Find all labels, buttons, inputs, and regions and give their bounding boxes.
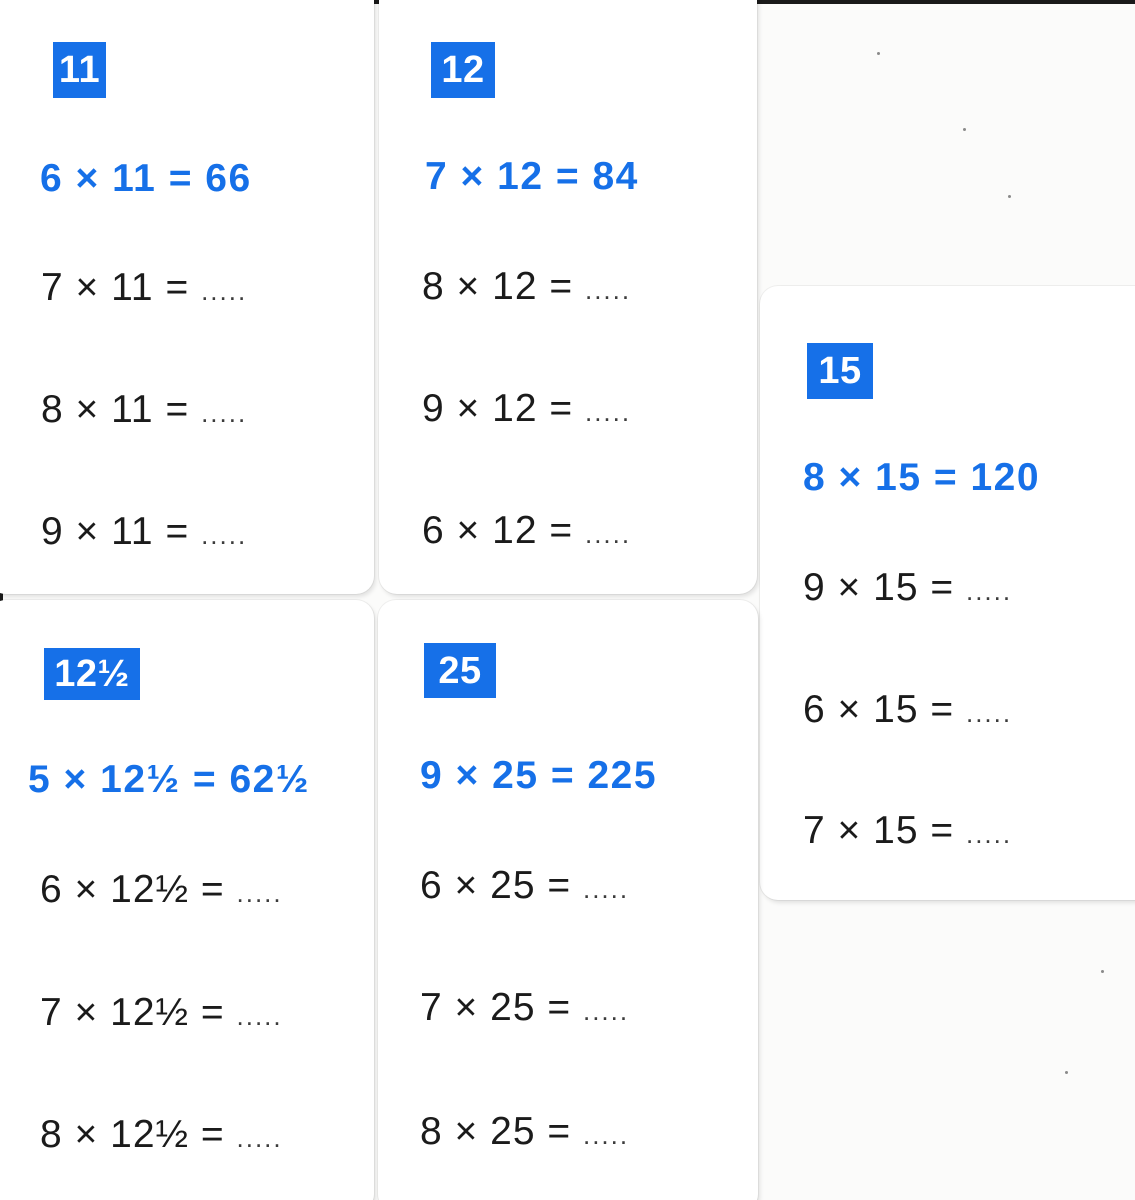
answer-blank: ..... xyxy=(201,398,248,428)
answer-blank: ..... xyxy=(965,819,1013,849)
exercise-text: 7 × 15 = xyxy=(803,809,955,852)
answer-blank: ..... xyxy=(236,1001,283,1031)
exercise-text: 7 × 11 = xyxy=(41,266,190,309)
card-exercise xyxy=(422,267,631,306)
flashcard-12-half xyxy=(0,600,374,1200)
card-exercise xyxy=(422,389,631,428)
answer-blank: ..... xyxy=(965,698,1013,728)
card-exercise xyxy=(41,268,247,307)
answer-blank: ..... xyxy=(582,1120,630,1150)
card-badge: 12½ xyxy=(44,648,140,700)
exercise-text: 8 × 12 = xyxy=(422,265,574,308)
card-exercise xyxy=(422,511,631,550)
card-exercise xyxy=(803,690,1012,729)
exercise-text: 8 × 11 = xyxy=(41,388,190,431)
flashcard-15 xyxy=(760,286,1135,900)
card-badge: 25 xyxy=(424,643,496,698)
card-exercise xyxy=(41,512,247,551)
card-exercise xyxy=(803,811,1012,850)
answer-blank: ..... xyxy=(582,996,630,1026)
answer-blank: ..... xyxy=(584,519,632,549)
card-badge: 15 xyxy=(807,343,873,399)
flashcard-12 xyxy=(379,0,757,594)
card-exercise xyxy=(40,870,283,909)
card-exercise xyxy=(41,390,247,429)
answer-blank: ..... xyxy=(965,576,1013,606)
answer-blank: ..... xyxy=(584,275,632,305)
dust-speck xyxy=(1101,970,1104,973)
card-exercise xyxy=(420,988,629,1027)
answer-blank: ..... xyxy=(582,874,630,904)
card-example: 9 × 25 = 225 xyxy=(420,754,658,797)
card-badge: 12 xyxy=(431,42,495,98)
dust-speck xyxy=(963,128,966,131)
card-badge: 11 xyxy=(53,42,106,98)
exercise-text: 7 × 25 = xyxy=(420,986,572,1029)
card-exercise xyxy=(40,1115,283,1154)
exercise-text: 9 × 15 = xyxy=(803,566,955,609)
card-exercise xyxy=(40,993,283,1032)
card-example: 6 × 11 = 66 xyxy=(40,157,252,200)
exercise-text: 6 × 12½ = xyxy=(40,868,225,911)
dust-speck xyxy=(1065,1071,1068,1074)
exercise-text: 9 × 12 = xyxy=(422,387,574,430)
dust-speck xyxy=(877,52,880,55)
answer-blank: ..... xyxy=(201,276,248,306)
exercise-text: 8 × 12½ = xyxy=(40,1113,225,1156)
card-exercise xyxy=(420,1112,629,1151)
card-example: 5 × 12½ = 62½ xyxy=(28,758,310,801)
exercise-text: 9 × 11 = xyxy=(41,510,190,553)
answer-blank: ..... xyxy=(201,520,248,550)
exercise-text: 6 × 12 = xyxy=(422,509,574,552)
card-exercise xyxy=(420,866,629,905)
card-example: 7 × 12 = 84 xyxy=(425,155,639,198)
exercise-text: 7 × 12½ = xyxy=(40,991,225,1034)
answer-blank: ..... xyxy=(584,397,632,427)
card-exercise xyxy=(803,568,1012,607)
exercise-text: 8 × 25 = xyxy=(420,1110,572,1153)
exercise-text: 6 × 25 = xyxy=(420,864,572,907)
flashcard-25 xyxy=(378,600,758,1200)
card-example: 8 × 15 = 120 xyxy=(803,456,1041,499)
answer-blank: ..... xyxy=(236,878,283,908)
dust-speck xyxy=(1008,195,1011,198)
answer-blank: ..... xyxy=(236,1123,283,1153)
flashcard-11 xyxy=(0,0,374,594)
exercise-text: 6 × 15 = xyxy=(803,688,955,731)
